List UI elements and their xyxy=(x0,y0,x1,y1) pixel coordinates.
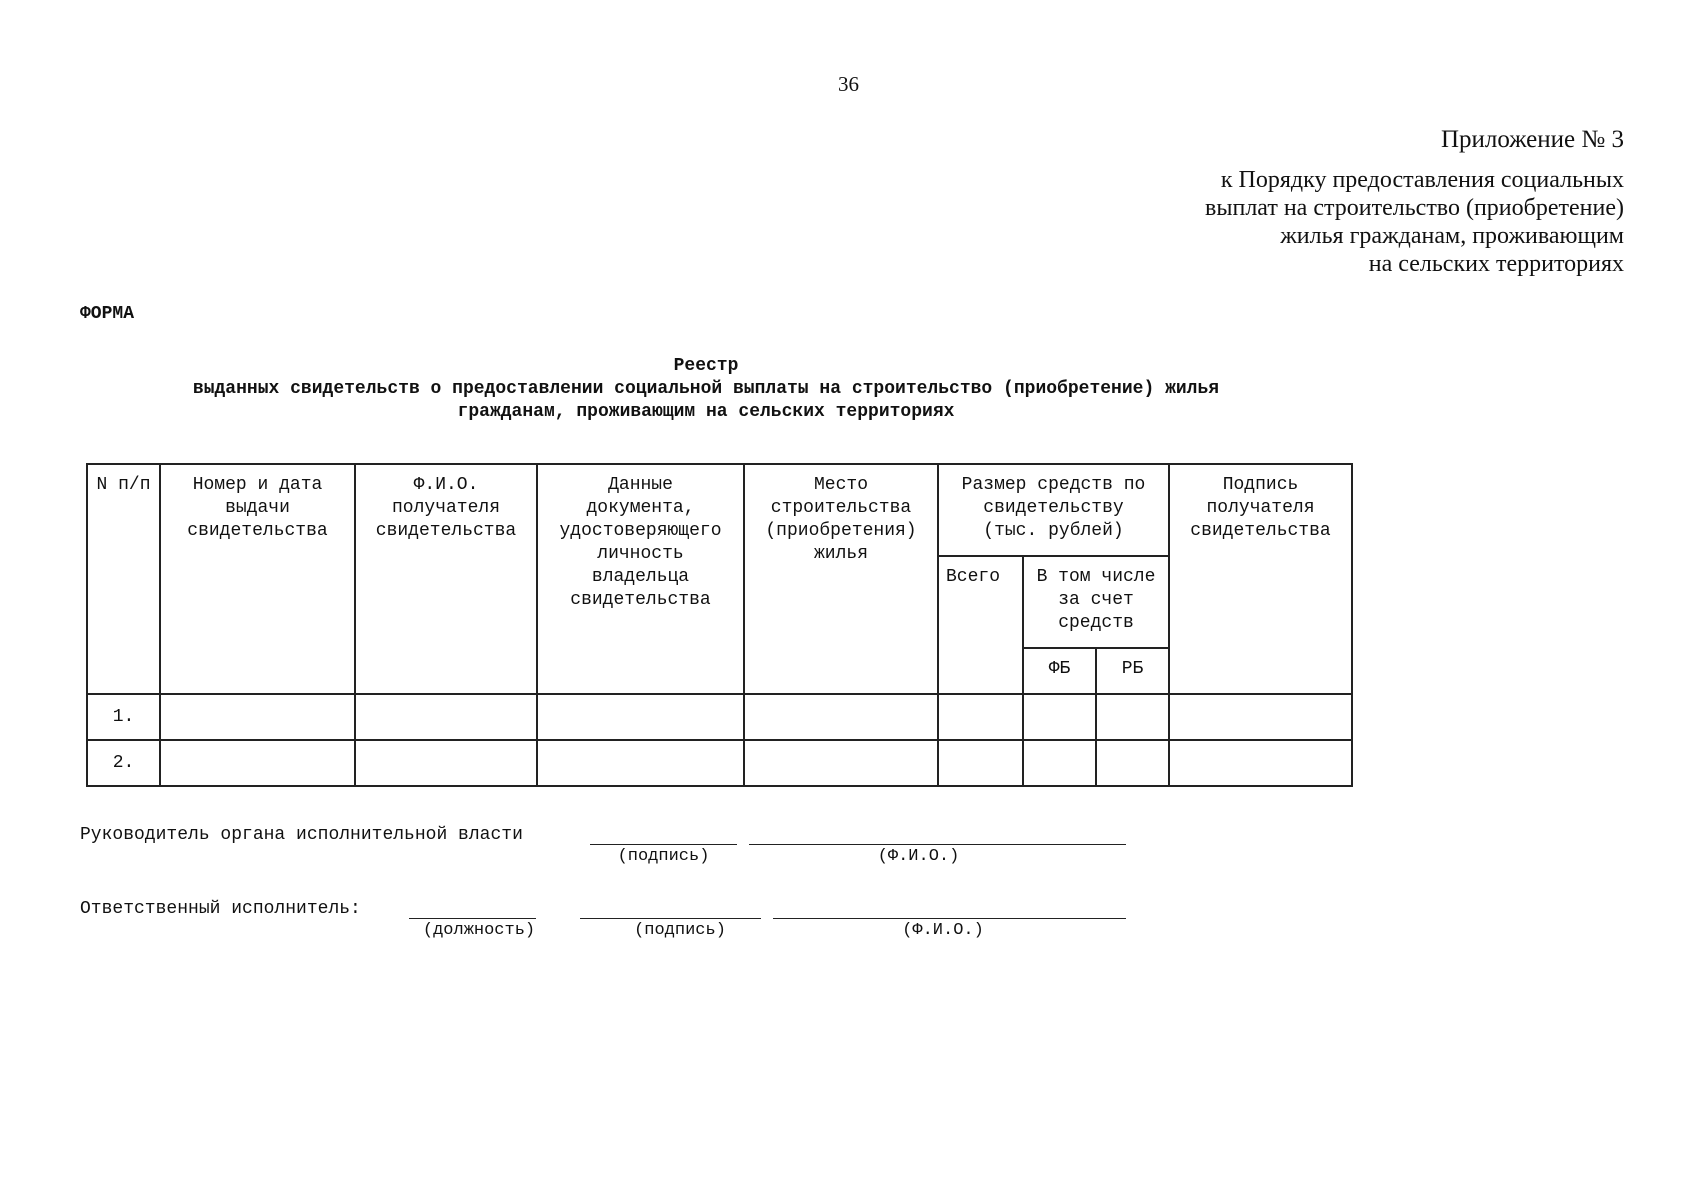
table-cell xyxy=(744,740,938,786)
table-cell xyxy=(537,740,744,786)
table-cell xyxy=(1169,694,1352,740)
appendix-reference xyxy=(1205,166,1624,278)
appendix-number: Приложение № 3 xyxy=(1440,126,1624,153)
row-number: 2. xyxy=(87,740,160,786)
header-cell-amount: Размер средств по свидетельству (тыс. рублей) xyxy=(938,464,1169,556)
executor-name-line[interactable] xyxy=(773,918,1126,919)
table-cell xyxy=(938,694,1023,740)
table-cell xyxy=(537,694,744,740)
row-number: 1. xyxy=(87,694,160,740)
head-name-caption: (Ф.И.О.) xyxy=(877,847,960,866)
registry-table xyxy=(86,463,1353,787)
document-title-line: гражданам, проживающим на сельских территориях xyxy=(457,402,955,422)
executor-signature-caption: (подпись) xyxy=(634,921,726,940)
header-cell-recipient-name: Ф.И.О. получателя свидетельства xyxy=(355,464,537,694)
appendix-reference-line: выплат на строительство (приобретение) xyxy=(1205,195,1624,221)
executor-position-line[interactable] xyxy=(409,918,536,919)
table-cell xyxy=(1169,740,1352,786)
appendix-reference-line: на сельских территориях xyxy=(1368,251,1624,277)
head-name-line[interactable] xyxy=(749,844,1126,845)
header-cell-fb: ФБ xyxy=(1023,648,1096,694)
executor-position-caption: (должность) xyxy=(422,921,536,940)
table-cell xyxy=(1023,694,1096,740)
executor-signature-line[interactable] xyxy=(580,918,761,919)
executor-signature-label: Ответственный исполнитель: xyxy=(80,899,361,919)
form-label: ФОРМА xyxy=(80,304,135,324)
table-cell xyxy=(744,694,938,740)
header-cell-id-document: Данные документа, удостоверяющего личность владельца свидетельства xyxy=(537,464,744,694)
table-row xyxy=(87,694,1352,740)
header-cell-rb: РБ xyxy=(1096,648,1169,694)
table-cell xyxy=(160,694,355,740)
table-cell xyxy=(1023,740,1096,786)
head-signature-line[interactable] xyxy=(590,844,737,845)
executor-name-caption: (Ф.И.О.) xyxy=(902,921,984,940)
header-cell-place: Место строительства (приобретения) жилья xyxy=(744,464,938,694)
head-signature-caption: (подпись) xyxy=(617,847,710,866)
head-signature-label: Руководитель органа исполнительной власти xyxy=(80,825,523,845)
table-cell xyxy=(355,694,537,740)
document-title-line: выданных свидетельств о предоставлении социальной выплаты на строительство (приобретение) жилья xyxy=(192,379,1220,399)
header-cell-total: Всего xyxy=(938,556,1023,694)
table-row xyxy=(87,740,1352,786)
table-cell xyxy=(1096,740,1169,786)
header-cell-cert-number-date: Номер и дата выдачи свидетельства xyxy=(160,464,355,694)
header-cell-no: N п/п xyxy=(87,464,160,694)
appendix-reference-line: жилья гражданам, проживающим xyxy=(1280,223,1624,249)
table-cell xyxy=(160,740,355,786)
table-cell xyxy=(355,740,537,786)
document-title-line: Реестр xyxy=(673,356,739,376)
appendix-reference-line: к Порядку предоставления социальных xyxy=(1220,167,1624,193)
table-cell xyxy=(938,740,1023,786)
document-title xyxy=(0,355,1412,424)
header-cell-including: В том числе за счет средств xyxy=(1023,556,1169,648)
page-number: 36 xyxy=(838,72,859,96)
header-cell-signature: Подпись получателя свидетельства xyxy=(1169,464,1352,694)
table-cell xyxy=(1096,694,1169,740)
